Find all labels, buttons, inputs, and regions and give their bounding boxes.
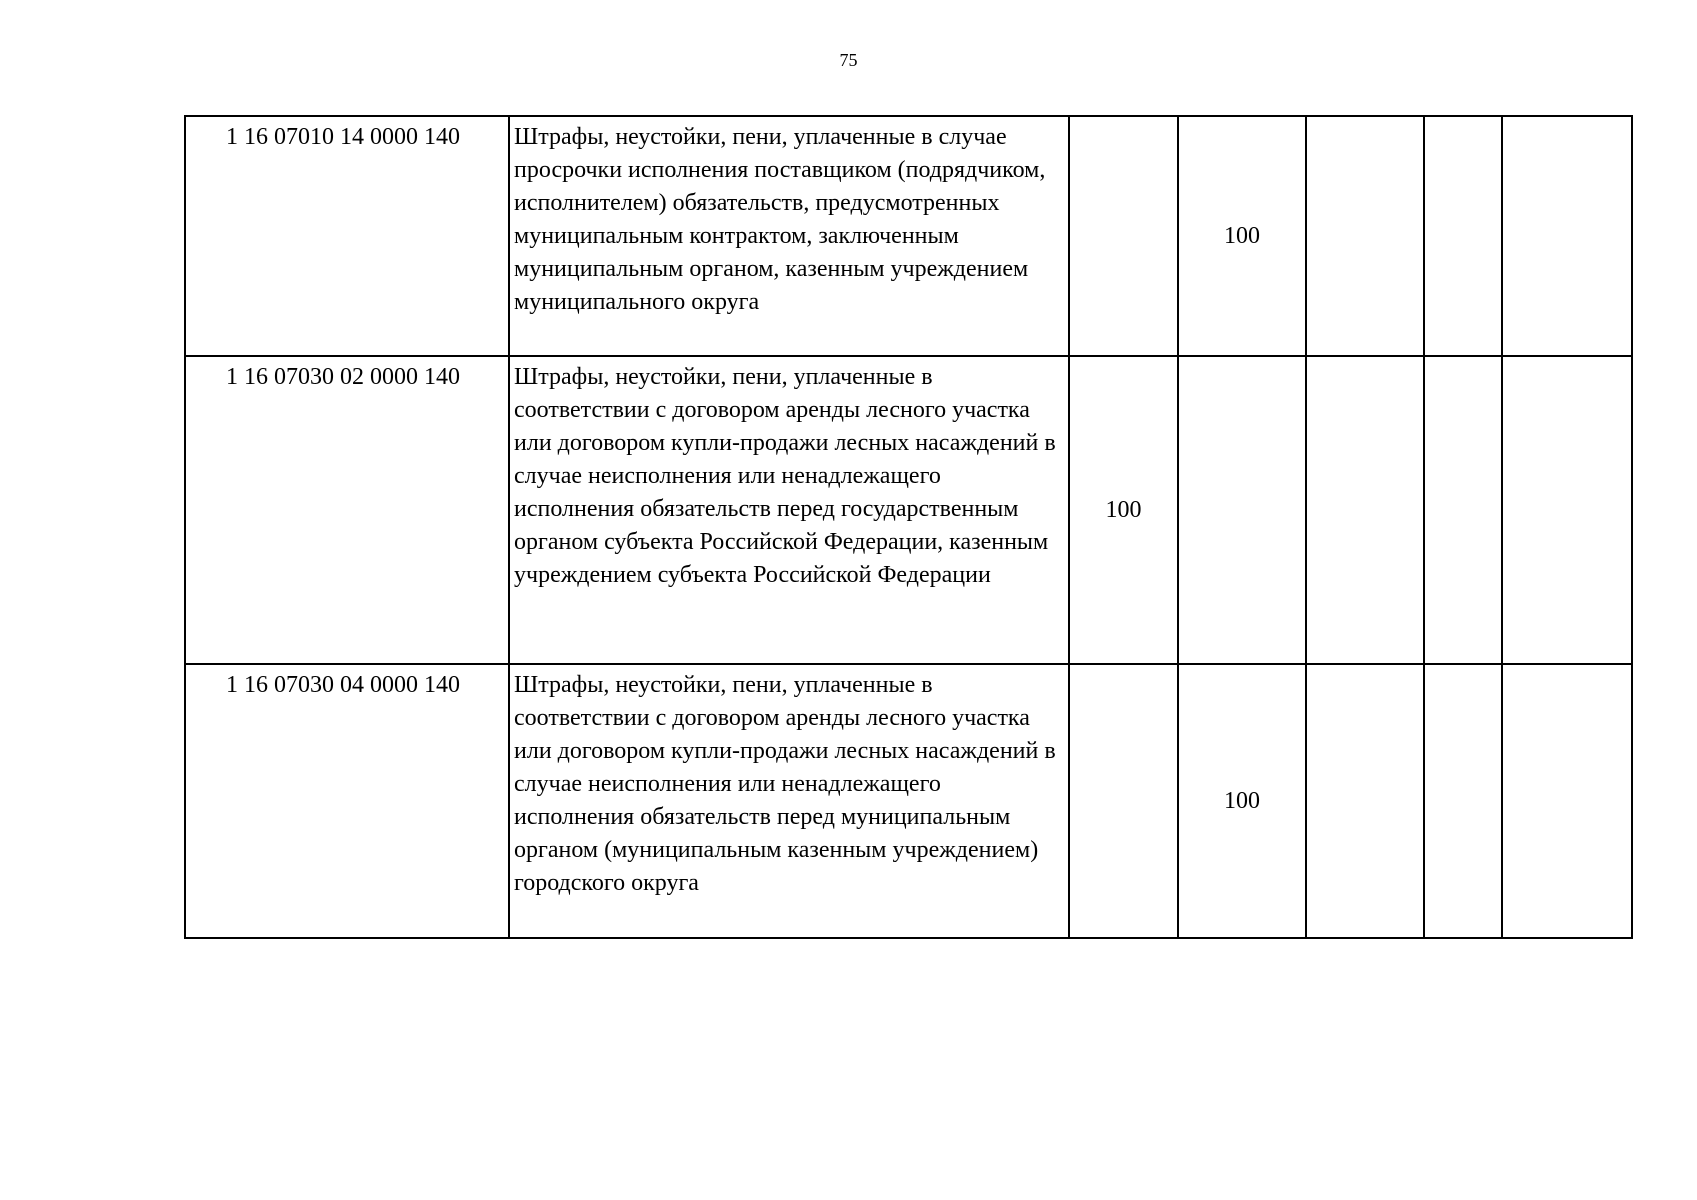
budget-code-cell: 1 16 07030 04 0000 140 xyxy=(185,664,509,938)
percent-cell-2: 100 xyxy=(1178,116,1306,356)
percent-cell-5 xyxy=(1502,116,1632,356)
revenue-name-cell: Штрафы, неустойки, пени, уплаченные в соответствии с договором аренды лесного участка или договором купли-продажи лесных насаждений в случае неисполнения или ненадлежащего исполнения обязательств перед государственным органом субъекта Российской Федерации, казенным учреждением субъекта Российской Федерации xyxy=(509,356,1069,664)
percent-cell-3 xyxy=(1306,116,1424,356)
percent-cell-1 xyxy=(1069,664,1178,938)
percent-cell-2: 100 xyxy=(1178,664,1306,938)
table-row xyxy=(185,116,1632,356)
table-row xyxy=(185,356,1632,664)
revenue-name-cell: Штрафы, неустойки, пени, уплаченные в случае просрочки исполнения поставщиком (подрядчиком, исполнителем) обязательств, предусмотренных муниципальным контрактом, заключенным муниципальным органом, казенным учреждением муниципального округа xyxy=(509,116,1069,356)
percent-cell-1: 100 xyxy=(1069,356,1178,664)
revenue-distribution-table xyxy=(184,115,1633,939)
percent-cell-4 xyxy=(1424,356,1502,664)
percent-cell-5 xyxy=(1502,664,1632,938)
page-number: 75 xyxy=(839,50,858,70)
percent-cell-4 xyxy=(1424,664,1502,938)
budget-code-cell: 1 16 07030 02 0000 140 xyxy=(185,356,509,664)
percent-cell-3 xyxy=(1306,664,1424,938)
revenue-name-cell: Штрафы, неустойки, пени, уплаченные в соответствии с договором аренды лесного участка или договором купли-продажи лесных насаждений в случае неисполнения или ненадлежащего исполнения обязательств перед муниципальным органом (муниципальным казенным учреждением) городского округа xyxy=(509,664,1069,938)
percent-cell-3 xyxy=(1306,356,1424,664)
budget-code-cell: 1 16 07010 14 0000 140 xyxy=(185,116,509,356)
percent-cell-2 xyxy=(1178,356,1306,664)
table-row xyxy=(185,664,1632,938)
percent-cell-1 xyxy=(1069,116,1178,356)
percent-cell-5 xyxy=(1502,356,1632,664)
percent-cell-4 xyxy=(1424,116,1502,356)
